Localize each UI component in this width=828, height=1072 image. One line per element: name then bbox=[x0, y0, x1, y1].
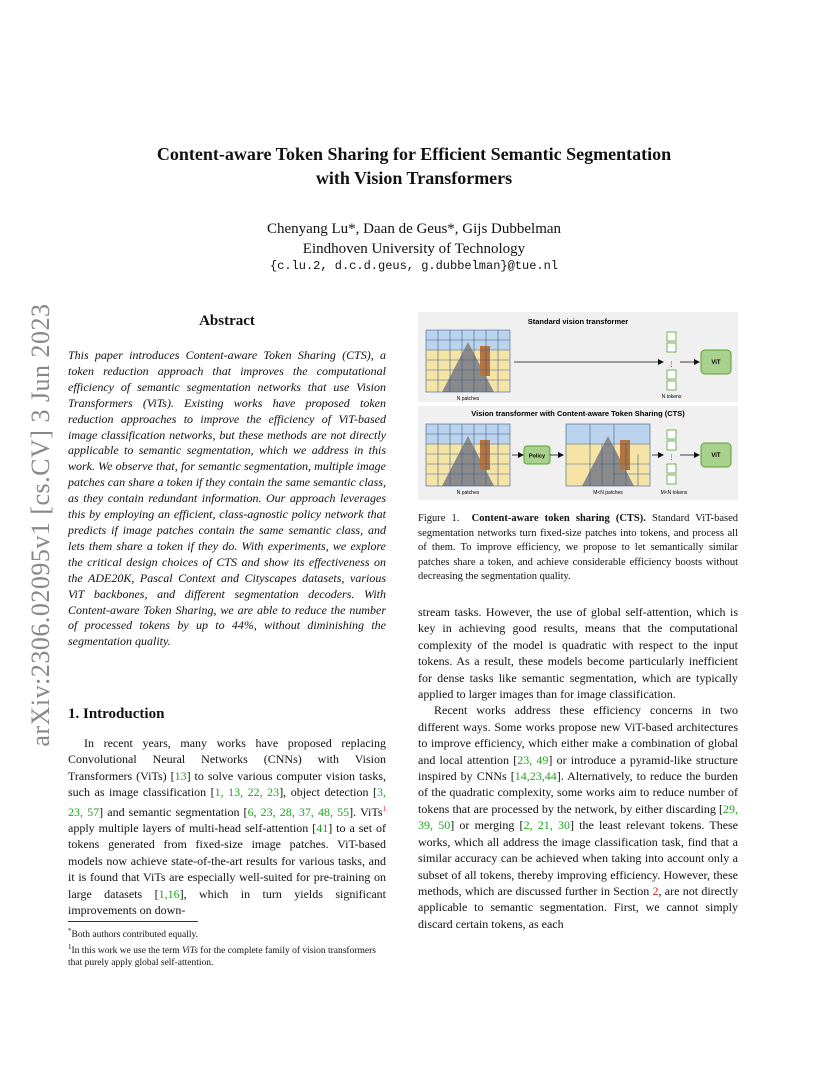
footnote-divider bbox=[68, 921, 198, 922]
text-run: ] and semantic segmentation [ bbox=[99, 804, 248, 819]
citation-link[interactable]: 13 bbox=[174, 768, 187, 783]
footnotes bbox=[68, 925, 386, 969]
paragraph bbox=[418, 702, 738, 932]
text-run: ], which in turn yields significant improvements on down- bbox=[68, 886, 386, 918]
paragraph: stream tasks. However, the use of global self-attention, which is key in achieving good results, means that the computational complexity of the model is quadratic with respect to the input tokens. As a result, these models become particularly inefficient for dense tasks like semantic segmentation, which are typically applied to larger images than for image classification. bbox=[418, 605, 738, 702]
affiliation: Eindhoven University of Technology bbox=[302, 241, 526, 257]
input-image-top bbox=[426, 330, 510, 392]
footnote-1: *Both authors contributed equally. bbox=[68, 927, 199, 941]
mn-tokens-label: M<N tokens bbox=[660, 490, 688, 496]
text-run: ] the least relevant tokens. These works, which all address the image classification task, find that a similar accuracy can be achieved when taking into account only a subset of all tokens, thereby improving efficiency. However, these methods, which are discussed further in Section bbox=[418, 818, 739, 898]
citation-link[interactable]: 2, 21, 30 bbox=[523, 818, 570, 833]
text-run: ], object detection [ bbox=[279, 785, 378, 800]
text-run: ]. Alternatively, to reduce the burden of the quadratic complexity, some works aim to reduce number of tokens that are processed by the network, by either discarding [ bbox=[418, 769, 738, 816]
right-column bbox=[418, 604, 738, 932]
text-run: , are not directly applicable to semantic segmentation. First, we cannot simply discard certain tokens, as each bbox=[418, 883, 738, 931]
authors: Chenyang Lu*, Daan de Geus*, Gijs Dubbelman bbox=[266, 221, 562, 237]
footnote-emphasis: ViTs bbox=[182, 946, 198, 957]
title-line-1: Content-aware Token Sharing for Efficient Semantic Segmentation bbox=[156, 144, 672, 164]
section-heading: 1. Introduction bbox=[68, 706, 165, 722]
caption-text: Standard ViT-based segmentation networks turn fixed-size patches into tokens, and process all of them. To improve efficiency, we propose to let semantically similar patches share a token, and achieve considerable efficiency boosts without decreasing the segmentation quality. bbox=[418, 513, 738, 582]
citation-link[interactable]: 6, 23, 28, 37, 48, 55 bbox=[247, 804, 350, 819]
abstract-text: This paper introduces Content-aware Token Sharing (CTS), a token reduction approach that improves the computational efficiency of semantic segmentation networks that use Vision Transformers (ViTs). Existing works have proposed token reduction approaches to improve the efficiency of ViT-based image classification networks, but these methods are not directly applicable to semantic segmentation, which we address in this work. We observe that, for semantic segmentation, multiple image patches can share a token if they contain the same semantic class, as they contain redundant information. Our approach leverages this by employing an efficient, class-agnostic policy network that predicts if image patches contain the same semantic class, and lets them share a token if they do. With experiments, we explore the critical design choices of CTS and show its effectiveness on the ADE20K, Pascal Context and Cityscapes datasets, various ViT backbones, and different segmentation decoders. With Content-aware Token Sharing, we are able to reduce the number of processed tokens by up to 44%, without diminishing the segmentation quality. bbox=[68, 348, 386, 649]
arxiv-id: arXiv:2306.02095v1 [cs.CV] 3 Jun 2023 bbox=[26, 303, 55, 747]
vit-label: ViT bbox=[711, 360, 721, 366]
citation-link[interactable]: 41 bbox=[316, 821, 329, 836]
intro-paragraph bbox=[68, 735, 386, 918]
input-image-bottom bbox=[426, 424, 510, 486]
figure-caption bbox=[418, 512, 738, 585]
caption-title: Content-aware token sharing (CTS). bbox=[471, 513, 646, 524]
text-run: Recent works address these efficiency concerns in two different ways. Some works propose new ViT-based architectures to improve efficiency, which either make a combination of global and local attention [ bbox=[418, 703, 738, 767]
figure-1 bbox=[418, 312, 738, 500]
citation-link[interactable]: 14,23,44 bbox=[514, 769, 557, 784]
author-block bbox=[0, 219, 828, 259]
arxiv-sidebar bbox=[20, 295, 62, 755]
abstract-heading: Abstract bbox=[199, 313, 255, 329]
caption-label: Figure 1. bbox=[418, 513, 460, 524]
emails: {c.lu.2, d.c.d.geus, g.dubbelman}@tue.nl bbox=[269, 259, 559, 273]
text-run: apply multiple layers of multi-head self-attention [ bbox=[68, 821, 317, 836]
footnote-text: for the complete family of vision transformers that purely apply global self-attention. bbox=[68, 946, 376, 969]
text-run: ]. ViTs bbox=[349, 804, 383, 819]
section-link[interactable]: 2 bbox=[652, 883, 659, 898]
text-run: ] to a set of tokens generated from fixed-size image patches. ViT-based models now achieve state-of-the-art results for various tasks, and it is found that ViTs are especially well-suited for pre-training on large datasets [ bbox=[68, 821, 386, 901]
paper-title bbox=[0, 142, 828, 190]
footnote-text: In this work we use the term bbox=[71, 946, 183, 957]
n-patches-label-bottom: N patches bbox=[456, 490, 480, 496]
footnote-text: Both authors contributed equally. bbox=[71, 930, 199, 941]
footnote-link[interactable]: 1 bbox=[382, 804, 387, 813]
citation-link[interactable]: 1,16 bbox=[158, 886, 180, 901]
citation-link[interactable]: 29, 39, 50 bbox=[418, 801, 738, 833]
policy-label: Policy bbox=[528, 453, 546, 460]
citation-link[interactable]: 23, 49 bbox=[517, 752, 549, 767]
text-run: ] or merging [ bbox=[450, 818, 524, 833]
citation-link[interactable]: 3, 23, 57 bbox=[68, 785, 387, 819]
footnote-2: $^1$In this work we use the term ViTs for the complete family of vision transformers that purely apply global self-attention. bbox=[68, 943, 376, 969]
vit-label-bottom: ViT bbox=[711, 453, 721, 459]
dots-bottom: ⋮ bbox=[668, 455, 675, 461]
n-tokens-label: N tokens bbox=[661, 394, 682, 400]
figure-bottom-title: Vision transformer with Content-aware Token Sharing (CTS) bbox=[471, 409, 685, 418]
citation-link[interactable]: 1, 13, 22, 23 bbox=[214, 785, 280, 800]
text-run: In recent years, many works have proposed replacing Convolutional Neural Networks (CNNs) with Vision Transformers (ViTs) [ bbox=[68, 736, 386, 783]
title-line-2: with Vision Transformers bbox=[315, 168, 513, 188]
mn-patches-label: M<N patches bbox=[593, 490, 623, 496]
text-run: ] to solve various computer vision tasks, such as image classification [ bbox=[68, 768, 386, 800]
n-patches-label: N patches bbox=[456, 396, 480, 402]
figure-top-title: Standard vision transformer bbox=[527, 317, 629, 326]
dots: ⋮ bbox=[668, 362, 675, 368]
text-run: ] or introduce a pyramid-like structure inspired by CNNs [ bbox=[418, 752, 738, 784]
merged-image bbox=[566, 424, 650, 486]
